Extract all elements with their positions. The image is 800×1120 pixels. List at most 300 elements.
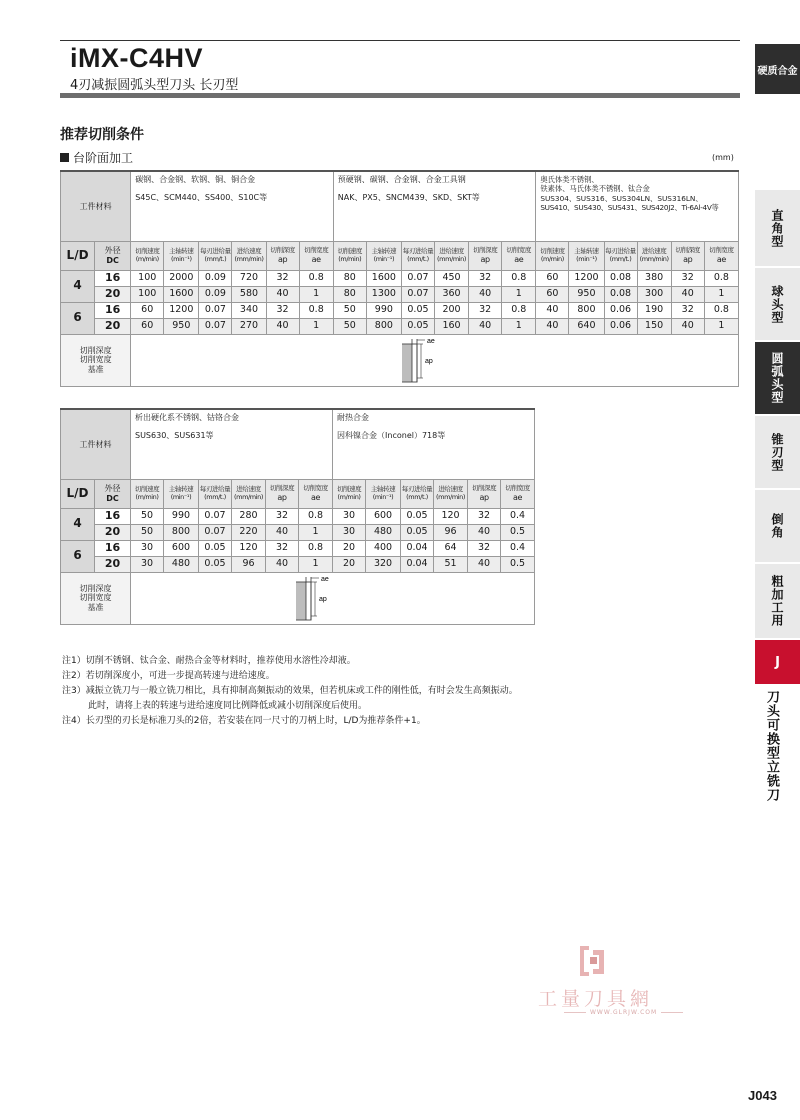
cell-value: 1 bbox=[299, 524, 333, 540]
note-3: 注3）减振立铣刀与一般立铣刀相比，具有抑制高频振动的效果，但若机床或工件的刚性低，有时会发生高频振动。 bbox=[62, 686, 518, 696]
table-row bbox=[61, 286, 739, 302]
cell-value: 0.06 bbox=[604, 302, 637, 318]
param-header-name: 切削宽度 bbox=[303, 246, 329, 255]
cell-value: 0.07 bbox=[199, 302, 232, 318]
param-header-name: 每刃进给量 bbox=[200, 247, 231, 256]
table-row bbox=[61, 524, 535, 540]
param-header-unit: ae bbox=[514, 254, 524, 264]
section-title: 推荐切削条件 bbox=[60, 127, 144, 143]
cell-value: 32 bbox=[266, 540, 299, 556]
cell-value: 40 bbox=[469, 318, 502, 334]
param-header-name: 切削宽度 bbox=[303, 484, 328, 493]
cutting-table-1 bbox=[60, 170, 739, 387]
cell-value: 100 bbox=[131, 286, 164, 302]
ap-label: ap bbox=[319, 595, 327, 603]
material-group-5-line1: 耐热合金 bbox=[337, 413, 370, 422]
param-header bbox=[401, 241, 434, 270]
material-group-5 bbox=[333, 409, 535, 479]
param-header bbox=[434, 479, 468, 508]
param-header-unit: (m/min) bbox=[337, 492, 361, 501]
cell-value: 1 bbox=[502, 286, 536, 302]
cell-value: 600 bbox=[366, 508, 401, 524]
section-letter-tab[interactable]: J bbox=[755, 640, 800, 684]
cell-value: 20 bbox=[333, 556, 366, 572]
param-header-name: 进给速度 bbox=[438, 485, 463, 494]
cell-value: 0.09 bbox=[199, 270, 232, 286]
side-tab-chamfer[interactable] bbox=[755, 490, 800, 562]
cell-value: 380 bbox=[637, 270, 671, 286]
table-row bbox=[61, 270, 739, 286]
cell-value: 480 bbox=[164, 556, 199, 572]
note-2: 注2）若切削深度小，可进一步提高转速与进给速度。 bbox=[62, 671, 275, 681]
cell-value: 100 bbox=[131, 270, 164, 286]
dc-value: 20 bbox=[95, 524, 131, 540]
cell-value: 40 bbox=[266, 286, 299, 302]
material-group-4-line2: SUS630、SUS631等 bbox=[135, 431, 214, 441]
cell-value: 1 bbox=[502, 318, 536, 334]
param-header-unit: (mm/min) bbox=[437, 254, 467, 263]
watermark-text: 工量刀具網 bbox=[538, 988, 654, 1010]
material-group-3-line2: SUS304、SUS316、SUS304LN、SUS316LN、 bbox=[540, 193, 703, 203]
param-header-name: 切削深度 bbox=[471, 484, 497, 493]
cell-value: 1 bbox=[299, 556, 333, 572]
table-row bbox=[61, 540, 535, 556]
cell-value: 51 bbox=[434, 556, 468, 572]
ae-label: ae bbox=[321, 575, 329, 583]
cell-value: 60 bbox=[536, 270, 569, 286]
ld-value: 4 bbox=[61, 270, 95, 302]
param-header-row bbox=[61, 241, 739, 270]
reference-label-line: 基准 bbox=[87, 364, 104, 374]
material-group-3-line1b: 铁素体、马氏体类不锈钢、钛合金 bbox=[540, 184, 650, 194]
param-header-unit: ap bbox=[480, 254, 490, 264]
param-header-name: 切削速度 bbox=[540, 247, 565, 256]
cell-value: 640 bbox=[569, 318, 604, 334]
cell-value: 0.05 bbox=[401, 508, 434, 524]
cell-value: 0.04 bbox=[401, 556, 434, 572]
cell-value: 1300 bbox=[366, 286, 401, 302]
unit-label: (mm) bbox=[712, 153, 734, 162]
param-header-unit: (mm/min) bbox=[234, 492, 263, 501]
table-row bbox=[61, 318, 739, 334]
watermark-url: WWW.GLRJW.COM bbox=[560, 1009, 687, 1016]
dc-header bbox=[95, 241, 131, 270]
cell-value: 120 bbox=[232, 540, 266, 556]
cell-value: 360 bbox=[435, 286, 469, 302]
cell-value: 1 bbox=[299, 286, 333, 302]
cell-value: 40 bbox=[266, 524, 299, 540]
dc-header-top-2: 外径 bbox=[104, 484, 121, 494]
param-header-unit: ap bbox=[277, 492, 287, 502]
cell-value: 32 bbox=[266, 302, 299, 318]
ld-value: 6 bbox=[61, 302, 95, 334]
dc-value: 16 bbox=[95, 302, 131, 318]
cell-value: 1600 bbox=[164, 286, 199, 302]
param-header-name: 切削深度 bbox=[270, 246, 295, 255]
reference-label-line: 切削深度 bbox=[79, 346, 112, 356]
param-header bbox=[502, 241, 536, 270]
material-group-2 bbox=[333, 171, 536, 241]
chapter-side-label: 刀头可换型立铣刀 bbox=[764, 690, 779, 802]
cell-value: 340 bbox=[232, 302, 266, 318]
cell-value: 950 bbox=[164, 318, 199, 334]
cell-value: 200 bbox=[435, 302, 469, 318]
header-top-rule bbox=[60, 40, 740, 41]
param-header-unit: ae bbox=[311, 254, 321, 264]
param-header bbox=[401, 479, 434, 508]
param-header-unit: (mm/t.) bbox=[204, 492, 226, 501]
cell-value: 1600 bbox=[366, 270, 401, 286]
param-header bbox=[299, 241, 333, 270]
param-header bbox=[131, 241, 164, 270]
param-header-unit: ap bbox=[277, 254, 288, 264]
param-header-name: 每刃进给量 bbox=[402, 247, 434, 256]
cell-value: 480 bbox=[366, 524, 401, 540]
ap-label: ap bbox=[425, 357, 433, 365]
side-tab-radius-label: 圆弧头型 bbox=[770, 352, 784, 404]
cell-value: 40 bbox=[671, 286, 704, 302]
section-subtitle bbox=[60, 149, 133, 166]
side-tab-chamfer-label: 倒角 bbox=[770, 513, 784, 539]
material-group-3-line3: SUS410、SUS430、SUS431、SUS420J2、Ti-6Al-4V等 bbox=[540, 203, 719, 213]
param-header-name: 进给速度 bbox=[236, 485, 261, 494]
cell-value: 0.08 bbox=[604, 286, 637, 302]
param-header bbox=[366, 479, 401, 508]
cutting-table-2 bbox=[60, 408, 535, 625]
param-header-unit: (mm/min) bbox=[234, 254, 264, 263]
cell-value: 720 bbox=[232, 270, 266, 286]
work-material-label-2: 工件材料 bbox=[61, 409, 131, 479]
material-group-1 bbox=[131, 171, 334, 241]
material-group-3-line1: 奥氏体类不锈钢、 bbox=[540, 175, 599, 184]
param-header-name: 进给速度 bbox=[439, 247, 464, 256]
cell-value: 32 bbox=[469, 302, 502, 318]
watermark-logo-icon bbox=[577, 944, 607, 978]
cell-value: 280 bbox=[232, 508, 266, 524]
cell-value: 32 bbox=[266, 508, 299, 524]
param-header-unit: ae bbox=[716, 254, 726, 264]
param-header bbox=[469, 241, 502, 270]
cell-value: 30 bbox=[333, 508, 366, 524]
cell-value: 800 bbox=[569, 302, 604, 318]
param-header bbox=[131, 479, 164, 508]
param-header-unit: ap bbox=[683, 254, 693, 264]
depth-width-diagram bbox=[131, 572, 535, 624]
square-bullet-icon bbox=[60, 153, 69, 162]
side-tab-carbide[interactable]: 硬质合金 bbox=[755, 44, 800, 94]
param-header-name: 进给速度 bbox=[236, 247, 262, 256]
cell-value: 32 bbox=[671, 302, 704, 318]
param-header-unit: ae bbox=[311, 492, 321, 502]
param-header bbox=[266, 241, 299, 270]
cell-value: 0.8 bbox=[299, 302, 333, 318]
note-4: 注4）长刃型的刃长是标准刀头的2倍，若安装在同一尺寸的刀柄上时，L/D为推荐条件+1。 bbox=[62, 716, 426, 726]
reference-label-line: 切削宽度 bbox=[79, 355, 112, 365]
cell-value: 0.5 bbox=[501, 556, 535, 572]
page-number: J043 bbox=[748, 1088, 777, 1103]
cell-value: 0.05 bbox=[401, 524, 434, 540]
cell-value: 32 bbox=[671, 270, 704, 286]
param-header-unit: (mm/min) bbox=[639, 254, 669, 263]
cell-value: 0.07 bbox=[199, 318, 232, 334]
param-header bbox=[333, 479, 366, 508]
dc-value: 20 bbox=[95, 286, 131, 302]
param-header-unit: (min⁻¹) bbox=[372, 492, 394, 501]
cell-value: 60 bbox=[131, 302, 164, 318]
cell-value: 0.05 bbox=[199, 556, 232, 572]
material-group-1-line1: 碳钢、合金钢、软钢、铜、铜合金 bbox=[135, 175, 256, 184]
dc-value: 20 bbox=[95, 556, 131, 572]
param-header bbox=[569, 241, 604, 270]
param-header-unit: (mm/t.) bbox=[406, 492, 428, 501]
table-row bbox=[61, 302, 739, 318]
param-header-unit: (min⁻¹) bbox=[576, 254, 597, 263]
cell-value: 32 bbox=[469, 270, 502, 286]
cell-value: 0.04 bbox=[401, 540, 434, 556]
dc-value: 16 bbox=[95, 508, 131, 524]
cell-value: 1 bbox=[704, 318, 738, 334]
dc-header-top: 外径 bbox=[104, 246, 121, 256]
cell-value: 0.4 bbox=[501, 540, 535, 556]
cell-value: 800 bbox=[366, 318, 401, 334]
page-subtitle: 4刃减振圆弧头型刀头 长刃型 bbox=[70, 78, 239, 93]
param-header-unit: (mm/t.) bbox=[609, 254, 632, 263]
param-header-unit: ap bbox=[479, 492, 489, 502]
cell-value: 0.05 bbox=[199, 540, 232, 556]
cell-value: 40 bbox=[469, 286, 502, 302]
param-header-unit: (m/min) bbox=[338, 254, 362, 263]
side-tab-roughing-label: 粗加工用 bbox=[770, 575, 784, 627]
section-subtitle-text: 台阶面加工 bbox=[73, 151, 134, 165]
cell-value: 40 bbox=[536, 318, 569, 334]
param-header bbox=[164, 479, 199, 508]
side-tab-roughing[interactable] bbox=[755, 564, 800, 638]
cell-value: 0.07 bbox=[199, 508, 232, 524]
cell-value: 2000 bbox=[164, 270, 199, 286]
side-tab-square-label: 直角型 bbox=[770, 208, 784, 248]
dc-value: 16 bbox=[95, 270, 131, 286]
cell-value: 0.8 bbox=[299, 540, 333, 556]
param-header bbox=[637, 241, 671, 270]
ld-header-2: L/D bbox=[61, 479, 95, 508]
param-header-unit: (min⁻¹) bbox=[373, 254, 395, 263]
material-group-3 bbox=[536, 171, 739, 241]
cell-value: 1 bbox=[704, 286, 738, 302]
param-header-name: 每刃进给量 bbox=[605, 247, 636, 256]
param-header-unit: ae bbox=[513, 492, 523, 502]
param-header bbox=[604, 241, 637, 270]
cell-value: 20 bbox=[333, 540, 366, 556]
param-header-name: 主轴转速 bbox=[370, 485, 396, 494]
cell-value: 0.05 bbox=[401, 318, 434, 334]
cell-value: 60 bbox=[536, 286, 569, 302]
side-tab-ball[interactable] bbox=[755, 268, 800, 340]
side-tab-radius[interactable] bbox=[755, 342, 800, 414]
param-header-unit: (mm/t.) bbox=[204, 254, 227, 263]
cell-value: 60 bbox=[131, 318, 164, 334]
cell-value: 0.07 bbox=[401, 286, 434, 302]
note-1: 注1）切削不锈钢、钛合金、耐热合金等材料时，推荐使用水溶性冷却液。 bbox=[62, 656, 356, 666]
cell-value: 220 bbox=[232, 524, 266, 540]
cell-value: 32 bbox=[468, 508, 501, 524]
param-header-name: 主轴转速 bbox=[169, 247, 194, 256]
cell-value: 0.09 bbox=[199, 286, 232, 302]
param-header bbox=[435, 241, 469, 270]
cell-value: 1200 bbox=[569, 270, 604, 286]
cell-value: 50 bbox=[333, 318, 366, 334]
cell-value: 40 bbox=[468, 524, 501, 540]
cell-value: 950 bbox=[569, 286, 604, 302]
reference-row bbox=[61, 572, 535, 624]
header-bar bbox=[60, 93, 740, 98]
dc-value: 16 bbox=[95, 540, 131, 556]
cell-value: 0.08 bbox=[604, 270, 637, 286]
cell-value: 0.8 bbox=[704, 302, 738, 318]
material-group-1-line2: S45C、SCM440、SS400、S10C等 bbox=[135, 193, 268, 203]
cell-value: 40 bbox=[536, 302, 569, 318]
cell-value: 64 bbox=[434, 540, 468, 556]
param-header-name: 切削宽度 bbox=[506, 246, 531, 255]
cell-value: 270 bbox=[232, 318, 266, 334]
work-material-label: 工件材料 bbox=[61, 171, 131, 241]
cell-value: 150 bbox=[637, 318, 671, 334]
cell-value: 1200 bbox=[164, 302, 199, 318]
param-header-name: 切削速度 bbox=[135, 247, 160, 256]
cell-value: 0.8 bbox=[502, 270, 536, 286]
note-3-cont: 此时，请将上表的转速与进给速度同比例降低或减小切削深度后使用。 bbox=[88, 701, 368, 711]
material-group-4-line1: 析出硬化系不锈钢、钴铬合金 bbox=[135, 413, 239, 422]
cell-value: 990 bbox=[366, 302, 401, 318]
param-header-unit: (min⁻¹) bbox=[171, 254, 192, 263]
dc-header-2 bbox=[95, 479, 131, 508]
param-header bbox=[266, 479, 299, 508]
cell-value: 0.5 bbox=[501, 524, 535, 540]
dc-header-bottom-2: DC bbox=[106, 493, 119, 503]
material-group-4 bbox=[131, 409, 333, 479]
reference-label-line: 基准 bbox=[87, 602, 104, 612]
material-group-5-line2: 因科镍合金（Inconel）718等 bbox=[337, 431, 446, 441]
param-header bbox=[366, 241, 401, 270]
param-header-unit: (m/min) bbox=[540, 254, 564, 263]
cell-value: 190 bbox=[637, 302, 671, 318]
param-header-unit: (m/min) bbox=[135, 492, 159, 501]
param-header-name: 切削宽度 bbox=[505, 484, 530, 493]
cell-value: 40 bbox=[671, 318, 704, 334]
cell-value: 800 bbox=[164, 524, 199, 540]
ae-label: ae bbox=[427, 337, 435, 345]
notes bbox=[62, 654, 518, 729]
material-group-2-line1: 预硬钢、碳钢、合金钢、合金工具钢 bbox=[337, 175, 466, 184]
cell-value: 0.8 bbox=[299, 508, 333, 524]
param-header-name: 切削速度 bbox=[336, 485, 362, 494]
param-header-name: 切削宽度 bbox=[709, 246, 734, 255]
depth-width-diagram bbox=[131, 334, 739, 386]
cell-value: 30 bbox=[333, 524, 366, 540]
ld-value: 4 bbox=[61, 508, 95, 540]
cell-value: 96 bbox=[434, 524, 468, 540]
dc-header-bottom: DC bbox=[106, 255, 119, 265]
cell-value: 1 bbox=[299, 318, 333, 334]
table-row bbox=[61, 508, 535, 524]
param-header bbox=[333, 241, 366, 270]
param-header bbox=[164, 241, 199, 270]
cell-value: 40 bbox=[266, 556, 299, 572]
ld-value: 6 bbox=[61, 540, 95, 572]
param-header-name: 进给速度 bbox=[641, 247, 667, 256]
param-header-unit: (min⁻¹) bbox=[170, 492, 192, 501]
cell-value: 580 bbox=[232, 286, 266, 302]
side-tab-square[interactable] bbox=[755, 190, 800, 266]
param-header bbox=[536, 241, 569, 270]
param-header bbox=[232, 479, 266, 508]
side-tab-ball-label: 球头型 bbox=[770, 284, 784, 324]
cell-value: 0.07 bbox=[199, 524, 232, 540]
param-header-unit: (mm/t.) bbox=[407, 254, 429, 263]
depth-width-reference-label bbox=[61, 572, 131, 624]
cell-value: 50 bbox=[131, 524, 164, 540]
cell-value: 50 bbox=[131, 508, 164, 524]
reference-label-line: 切削深度 bbox=[79, 584, 112, 594]
param-header bbox=[671, 241, 704, 270]
dc-value: 20 bbox=[95, 318, 131, 334]
side-tab-taper-label: 锥刃型 bbox=[770, 432, 784, 472]
cutting-diagram-icon bbox=[399, 336, 459, 384]
cell-value: 32 bbox=[266, 270, 299, 286]
cell-value: 600 bbox=[164, 540, 199, 556]
param-header-name: 主轴转速 bbox=[168, 485, 194, 494]
cell-value: 0.8 bbox=[502, 302, 536, 318]
param-header bbox=[299, 479, 333, 508]
cell-value: 0.8 bbox=[299, 270, 333, 286]
ld-header: L/D bbox=[61, 241, 95, 270]
cell-value: 30 bbox=[131, 556, 164, 572]
param-header-row-2 bbox=[61, 479, 535, 508]
cell-value: 32 bbox=[468, 540, 501, 556]
cell-value: 400 bbox=[366, 540, 401, 556]
param-header bbox=[199, 241, 232, 270]
workpiece-section bbox=[296, 582, 306, 620]
cell-value: 80 bbox=[333, 270, 366, 286]
param-header bbox=[232, 241, 266, 270]
cell-value: 80 bbox=[333, 286, 366, 302]
param-header-name: 每刃进给量 bbox=[199, 485, 231, 494]
cell-value: 0.07 bbox=[401, 270, 434, 286]
cutting-diagram-icon bbox=[293, 574, 353, 622]
cell-value: 0.05 bbox=[401, 302, 434, 318]
param-header-name: 切削深度 bbox=[269, 484, 295, 493]
workpiece-section bbox=[402, 344, 412, 382]
cell-value: 0.8 bbox=[704, 270, 738, 286]
param-header-name: 主轴转速 bbox=[574, 247, 599, 256]
cell-value: 0.4 bbox=[501, 508, 535, 524]
cell-value: 40 bbox=[266, 318, 299, 334]
cell-value: 0.06 bbox=[604, 318, 637, 334]
cell-value: 30 bbox=[131, 540, 164, 556]
cell-value: 160 bbox=[435, 318, 469, 334]
param-header bbox=[501, 479, 535, 508]
param-header-name: 切削深度 bbox=[472, 246, 498, 255]
reference-label-line: 切削宽度 bbox=[79, 593, 112, 603]
table-row bbox=[61, 556, 535, 572]
cell-value: 450 bbox=[435, 270, 469, 286]
param-header-name: 主轴转速 bbox=[371, 247, 397, 256]
param-header-name: 切削速度 bbox=[337, 247, 362, 256]
param-header-unit: (mm/min) bbox=[436, 492, 466, 501]
depth-width-reference-label bbox=[61, 334, 131, 386]
reference-row bbox=[61, 334, 739, 386]
side-tab-taper[interactable] bbox=[755, 416, 800, 488]
param-header-name: 每刃进给量 bbox=[401, 485, 433, 494]
